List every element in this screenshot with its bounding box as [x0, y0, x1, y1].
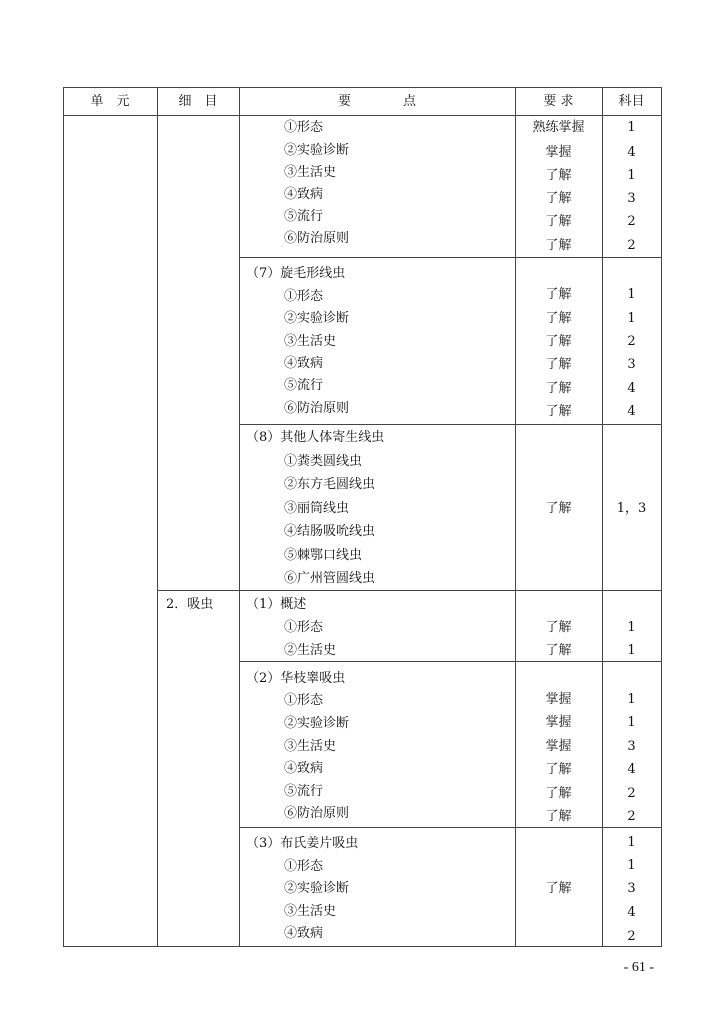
subject-value: 1: [627, 643, 636, 658]
column-divider: [239, 87, 240, 947]
list-item: ①粪类圆线虫: [284, 454, 363, 469]
list-item: ⑤棘鄂口线虫: [284, 548, 363, 563]
requirement-value: 了解: [545, 620, 572, 635]
subject-value: 4: [627, 404, 636, 419]
list-item: ②实验诊断: [284, 311, 350, 326]
requirement-value: 掌握: [545, 692, 572, 707]
table-left-border: [63, 87, 64, 947]
requirement-value: 了解: [545, 762, 572, 777]
requirement-value: 了解: [545, 881, 572, 896]
subject-value: 1: [627, 287, 636, 302]
requirement-value: 了解: [545, 191, 572, 206]
subject-value: 1: [627, 835, 636, 850]
section-title: （2）华枝睾吸虫: [246, 671, 346, 686]
column-divider: [157, 87, 158, 947]
subject-value: 4: [627, 381, 636, 396]
requirement-value: 了解: [545, 809, 572, 824]
list-item: ⑤流行: [284, 209, 324, 224]
subject-value: 1，3: [616, 501, 647, 516]
requirement-value: 掌握: [545, 715, 572, 730]
subject-value: 1: [627, 168, 636, 183]
subject-value: 4: [627, 762, 636, 777]
row-divider: [239, 827, 662, 828]
subject-value: 1: [627, 692, 636, 707]
list-item: ⑤流行: [284, 784, 324, 799]
list-item: ④结肠吸吮线虫: [284, 524, 376, 539]
list-item: ④致病: [284, 356, 324, 371]
subject-value: 2: [627, 334, 636, 349]
subject-value: 2: [627, 809, 636, 824]
subject-value: 1: [627, 311, 636, 326]
requirement-value: 了解: [545, 643, 572, 658]
subject-value: 2: [627, 214, 636, 229]
requirement-value: 掌握: [545, 739, 572, 754]
table-bottom-border: [63, 946, 662, 947]
row-divider: [239, 424, 662, 425]
list-item: ⑤流行: [284, 378, 324, 393]
subject-value: 2: [627, 786, 636, 801]
subject-value: 3: [627, 191, 636, 206]
subject-value: 1: [627, 715, 636, 730]
detail-item-fluke: 2．吸虫: [166, 597, 214, 612]
row-divider: [239, 661, 662, 662]
list-item: ③生活史: [284, 165, 337, 180]
section-title: （3）布氏姜片吸虫: [246, 836, 359, 851]
list-item: ①形态: [284, 620, 324, 635]
requirement-value: 了解: [545, 786, 572, 801]
header-detail: 细 目: [178, 94, 218, 109]
requirement-value: 掌握: [545, 145, 572, 160]
list-item: ②实验诊断: [284, 143, 350, 158]
list-item: ④致病: [284, 761, 324, 776]
requirement-value: 了解: [545, 334, 572, 349]
list-item: ②实验诊断: [284, 716, 350, 731]
list-item: ①形态: [284, 859, 324, 874]
list-item: ①形态: [284, 693, 324, 708]
list-item: ③丽筒线虫: [284, 501, 350, 516]
requirement-value: 了解: [545, 501, 572, 516]
list-item: ③生活史: [284, 334, 337, 349]
list-item: ②东方毛圆线虫: [284, 477, 376, 492]
row-divider: [239, 257, 662, 258]
table-right-border: [661, 87, 662, 947]
requirement-value: 了解: [545, 357, 572, 372]
section-title: （7）旋毛形线虫: [246, 266, 346, 281]
requirement-value: 熟练掌握: [532, 120, 585, 135]
list-item: ③生活史: [284, 904, 337, 919]
list-item: ②生活史: [284, 643, 337, 658]
list-item: ⑥防治原则: [284, 401, 350, 416]
requirement-value: 了解: [545, 311, 572, 326]
subject-value: 2: [627, 929, 636, 944]
list-item: ①形态: [284, 289, 324, 304]
requirement-value: 了解: [545, 238, 572, 253]
subject-value: 4: [627, 145, 636, 160]
requirement-value: 了解: [545, 214, 572, 229]
list-item: ⑥防治原则: [284, 806, 350, 821]
list-item: ③生活史: [284, 739, 337, 754]
subject-value: 1: [627, 120, 636, 135]
header-subject: 科目: [618, 94, 645, 109]
requirement-value: 了解: [545, 404, 572, 419]
list-item: ①形态: [284, 120, 324, 135]
section-title: （8）其他人体寄生线虫: [246, 430, 385, 445]
list-item: ②实验诊断: [284, 881, 350, 896]
page-number: - 61 -: [623, 960, 654, 975]
subject-value: 4: [627, 905, 636, 920]
list-item: ④致病: [284, 187, 324, 202]
requirement-value: 了解: [545, 381, 572, 396]
subject-value: 1: [627, 620, 636, 635]
requirement-value: 了解: [545, 287, 572, 302]
header-unit: 单 元: [90, 94, 130, 109]
subject-value: 3: [627, 357, 636, 372]
table-top-border: [63, 87, 662, 88]
header-points: 要 点: [337, 94, 416, 109]
header-requirement: 要 求: [543, 94, 574, 109]
subject-value: 2: [627, 238, 636, 253]
subject-value: 3: [627, 881, 636, 896]
subject-value: 1: [627, 858, 636, 873]
requirement-value: 了解: [545, 168, 572, 183]
section-title: （1）概述: [246, 597, 307, 612]
list-item: ⑥广州管圆线虫: [284, 571, 376, 586]
row-divider: [157, 590, 662, 591]
subject-value: 3: [627, 739, 636, 754]
header-bottom-border: [63, 115, 662, 116]
list-item: ⑥防治原则: [284, 231, 350, 246]
list-item: ④致病: [284, 926, 324, 941]
